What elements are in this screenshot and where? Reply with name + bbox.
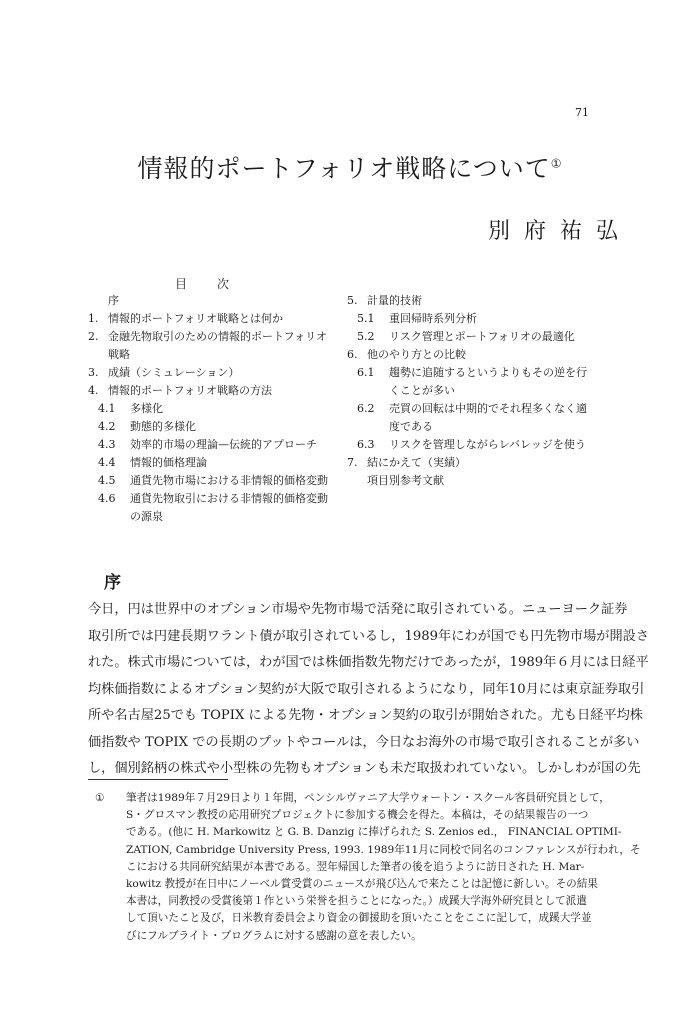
toc-entry-number: 6.	[347, 348, 358, 361]
body-line: 取引所では円建長期ワラント債が取引されているし，1989年にわが国でも円先物市場が開設さ	[88, 628, 650, 644]
toc-entry-number: 2.	[88, 330, 99, 343]
toc-entry-title: 序	[108, 294, 119, 307]
toc-entry-title: 通貨先物取引における非情報的価格変動	[130, 492, 328, 505]
toc-entry	[88, 472, 348, 490]
toc-entry	[88, 292, 348, 310]
toc-entry-title: 売買の回転は中期的でそれ程多くなく適	[389, 402, 587, 415]
body-paragraph	[88, 597, 650, 783]
toc-entry	[347, 292, 617, 310]
toc-entry-title: 効率的市場の理論—伝統的アプローチ	[130, 438, 317, 451]
footnote-line: kowitz 教授が在日中にノーベル賞受賞のニュースが飛び込んで来たことは記憶に新しい。その結果	[126, 878, 598, 891]
toc-entry-title: 他のやり方との比較	[367, 348, 466, 361]
title-footnote-marker: ①	[550, 156, 563, 171]
toc-entry-number: 4.1	[98, 402, 116, 415]
footnote-divider	[88, 779, 228, 780]
author-name: 別府祐弘	[488, 219, 633, 244]
toc-entry-title: 情報的価格理論	[130, 456, 207, 469]
footnote-line: ZATION, Cambridge University Press, 1993. 1989年11月に同校で同名のコンファレンスが行われ，そ	[126, 843, 641, 856]
toc-entry-number: 4.2	[98, 420, 116, 433]
toc-entry	[347, 382, 617, 400]
toc-entry	[347, 418, 617, 436]
toc-entry-title: 戦略	[108, 348, 130, 361]
body-line: し，個別銘柄の株式や小型株の先物もオプションも未だ取扱われていない。しかしわが国の先	[88, 761, 641, 776]
body-line: 所や名古屋25でも TOPIX による先物・オプション契約の取引が開始された。尤も日経平均株	[88, 708, 643, 723]
toc-entry	[88, 418, 348, 436]
toc-entry	[347, 310, 617, 328]
footnote-line: である。(他に H. Markowitz と G. B. Danzig に捧げられた S. Zenios ed.， FINANCIAL OPTIMI-	[126, 826, 622, 839]
toc-entry-number: 6.1	[357, 366, 375, 379]
toc-entry	[347, 454, 617, 472]
toc-entry	[88, 346, 348, 364]
toc-entry	[347, 400, 617, 418]
toc-entry-title: くことが多い	[389, 384, 455, 397]
body-line: 価指数や TOPIX での長期のプットやコールは，今日なお海外の市場で取引されることが多い	[88, 734, 640, 750]
toc-entry	[88, 400, 348, 418]
toc-entry	[88, 310, 348, 328]
toc-entry-title: 通貨先物市場における非情報的価格変動	[130, 474, 328, 487]
body-line: 今日，円は世界中のオプション市場や先物市場で活発に取引されている。ニューヨーク証券	[88, 602, 628, 617]
toc-entry-title: 金融先物取引のための情報的ポートフォリオ	[108, 330, 328, 343]
toc-entry-title: 度である	[389, 420, 433, 433]
toc-entry	[88, 364, 348, 382]
footnote-line: 筆者は1989年７月29日より１年間，ペンシルヴァニア大学ウォートン・スクール客員研究員として，	[126, 792, 610, 804]
footnote-marker: ①	[95, 792, 105, 804]
toc-entry	[88, 328, 348, 346]
toc-entry-title: 多様化	[130, 402, 163, 415]
toc-entry	[347, 436, 617, 454]
toc-entry	[347, 328, 617, 346]
toc-entry	[88, 382, 348, 400]
toc-entry-number: 5.1	[357, 312, 375, 325]
toc-entry	[88, 490, 348, 508]
toc-entry-number	[347, 472, 367, 490]
body-line: 均株価指数によるオプション契約が大阪で取引されるようになり，同年10月には東京証券取引	[88, 681, 645, 697]
footnote-line: こにおける共同研究結果が本書である。翌年帰国した筆者の後を追うように訪日された H. Mar-	[126, 860, 585, 873]
footnote-text	[126, 790, 641, 945]
toc-entry-title: 情報的ポートフォリオ戦略とは何か	[108, 312, 284, 325]
toc-entry-number: 6.3	[357, 438, 375, 451]
toc-heading: 目次	[175, 277, 260, 291]
body-line: れた。株式市場については，わが国では株価指数先物だけであったが，1989年６月には日経平	[88, 655, 649, 670]
toc-entry-number: 6.2	[357, 402, 375, 415]
toc-entry-title: 趨勢に追随するというよりもその逆を行	[389, 366, 587, 379]
toc-entry-number: 7.	[347, 456, 358, 469]
toc-entry-number: 4.4	[98, 456, 116, 469]
toc-entry-title: 成績（シミュレーション）	[108, 366, 240, 379]
toc-entry-number: 5.	[347, 294, 358, 307]
title-text: 情報的ポートフォリオ戦略について	[137, 154, 551, 183]
page-number: 71	[575, 106, 589, 119]
toc-entry	[88, 454, 348, 472]
toc-entry-number: 4.6	[98, 492, 116, 505]
toc-entry-number: 1.	[88, 312, 99, 325]
toc-entry	[88, 436, 348, 454]
footnote-line: びにフルブライト・プログラムに対する感謝の意を表したい。	[126, 929, 422, 942]
toc-left-column	[88, 292, 348, 526]
footnote-line: 本書は，同教授の受賞後第１作という栄誉を担うことになった。）成蹊大学海外研究員として派遣	[126, 895, 587, 908]
toc-entry-number: 5.2	[357, 330, 375, 343]
toc-entry	[347, 346, 617, 364]
toc-entry-title: の源泉	[130, 510, 163, 523]
toc-entry-number	[88, 292, 108, 310]
toc-entry	[347, 364, 617, 382]
toc-entry-title: 情報的ポートフォリオ戦略の方法	[108, 384, 273, 397]
toc-entry-title: 計量的技術	[367, 294, 422, 307]
toc-entry-title: 項目別参考文献	[367, 474, 444, 487]
toc-entry-title: 結にかえて（実績）	[367, 456, 466, 469]
toc-entry-number: 4.	[88, 384, 99, 397]
toc-entry-number: 4.3	[98, 438, 116, 451]
toc-entry-number: 3.	[88, 366, 99, 379]
toc-entry	[347, 472, 617, 490]
toc-entry	[88, 508, 348, 526]
section-heading: 序	[104, 573, 121, 593]
toc-entry-title: リスクを管理しながらレバレッジを使う	[389, 438, 586, 451]
article-title	[0, 149, 700, 185]
footnote-line: して頂いたこと及び，日米教育委員会より資金の御援助を頂いたことをここに記して，成蹊大学並	[126, 912, 592, 925]
footnote-line: S・グロスマン教授の応用研究プロジェクトに参加する機会を得た。本稿は，その結果報告の一つ	[126, 809, 589, 822]
toc-right-column	[347, 292, 617, 490]
toc-entry-title: 重回帰時系列分析	[389, 312, 477, 325]
toc-entry-number: 4.5	[98, 474, 116, 487]
toc-entry-title: リスク管理とポートフォリオの最適化	[389, 330, 575, 343]
footnote	[95, 790, 641, 945]
toc-entry-title: 動態的多様化	[130, 420, 196, 433]
